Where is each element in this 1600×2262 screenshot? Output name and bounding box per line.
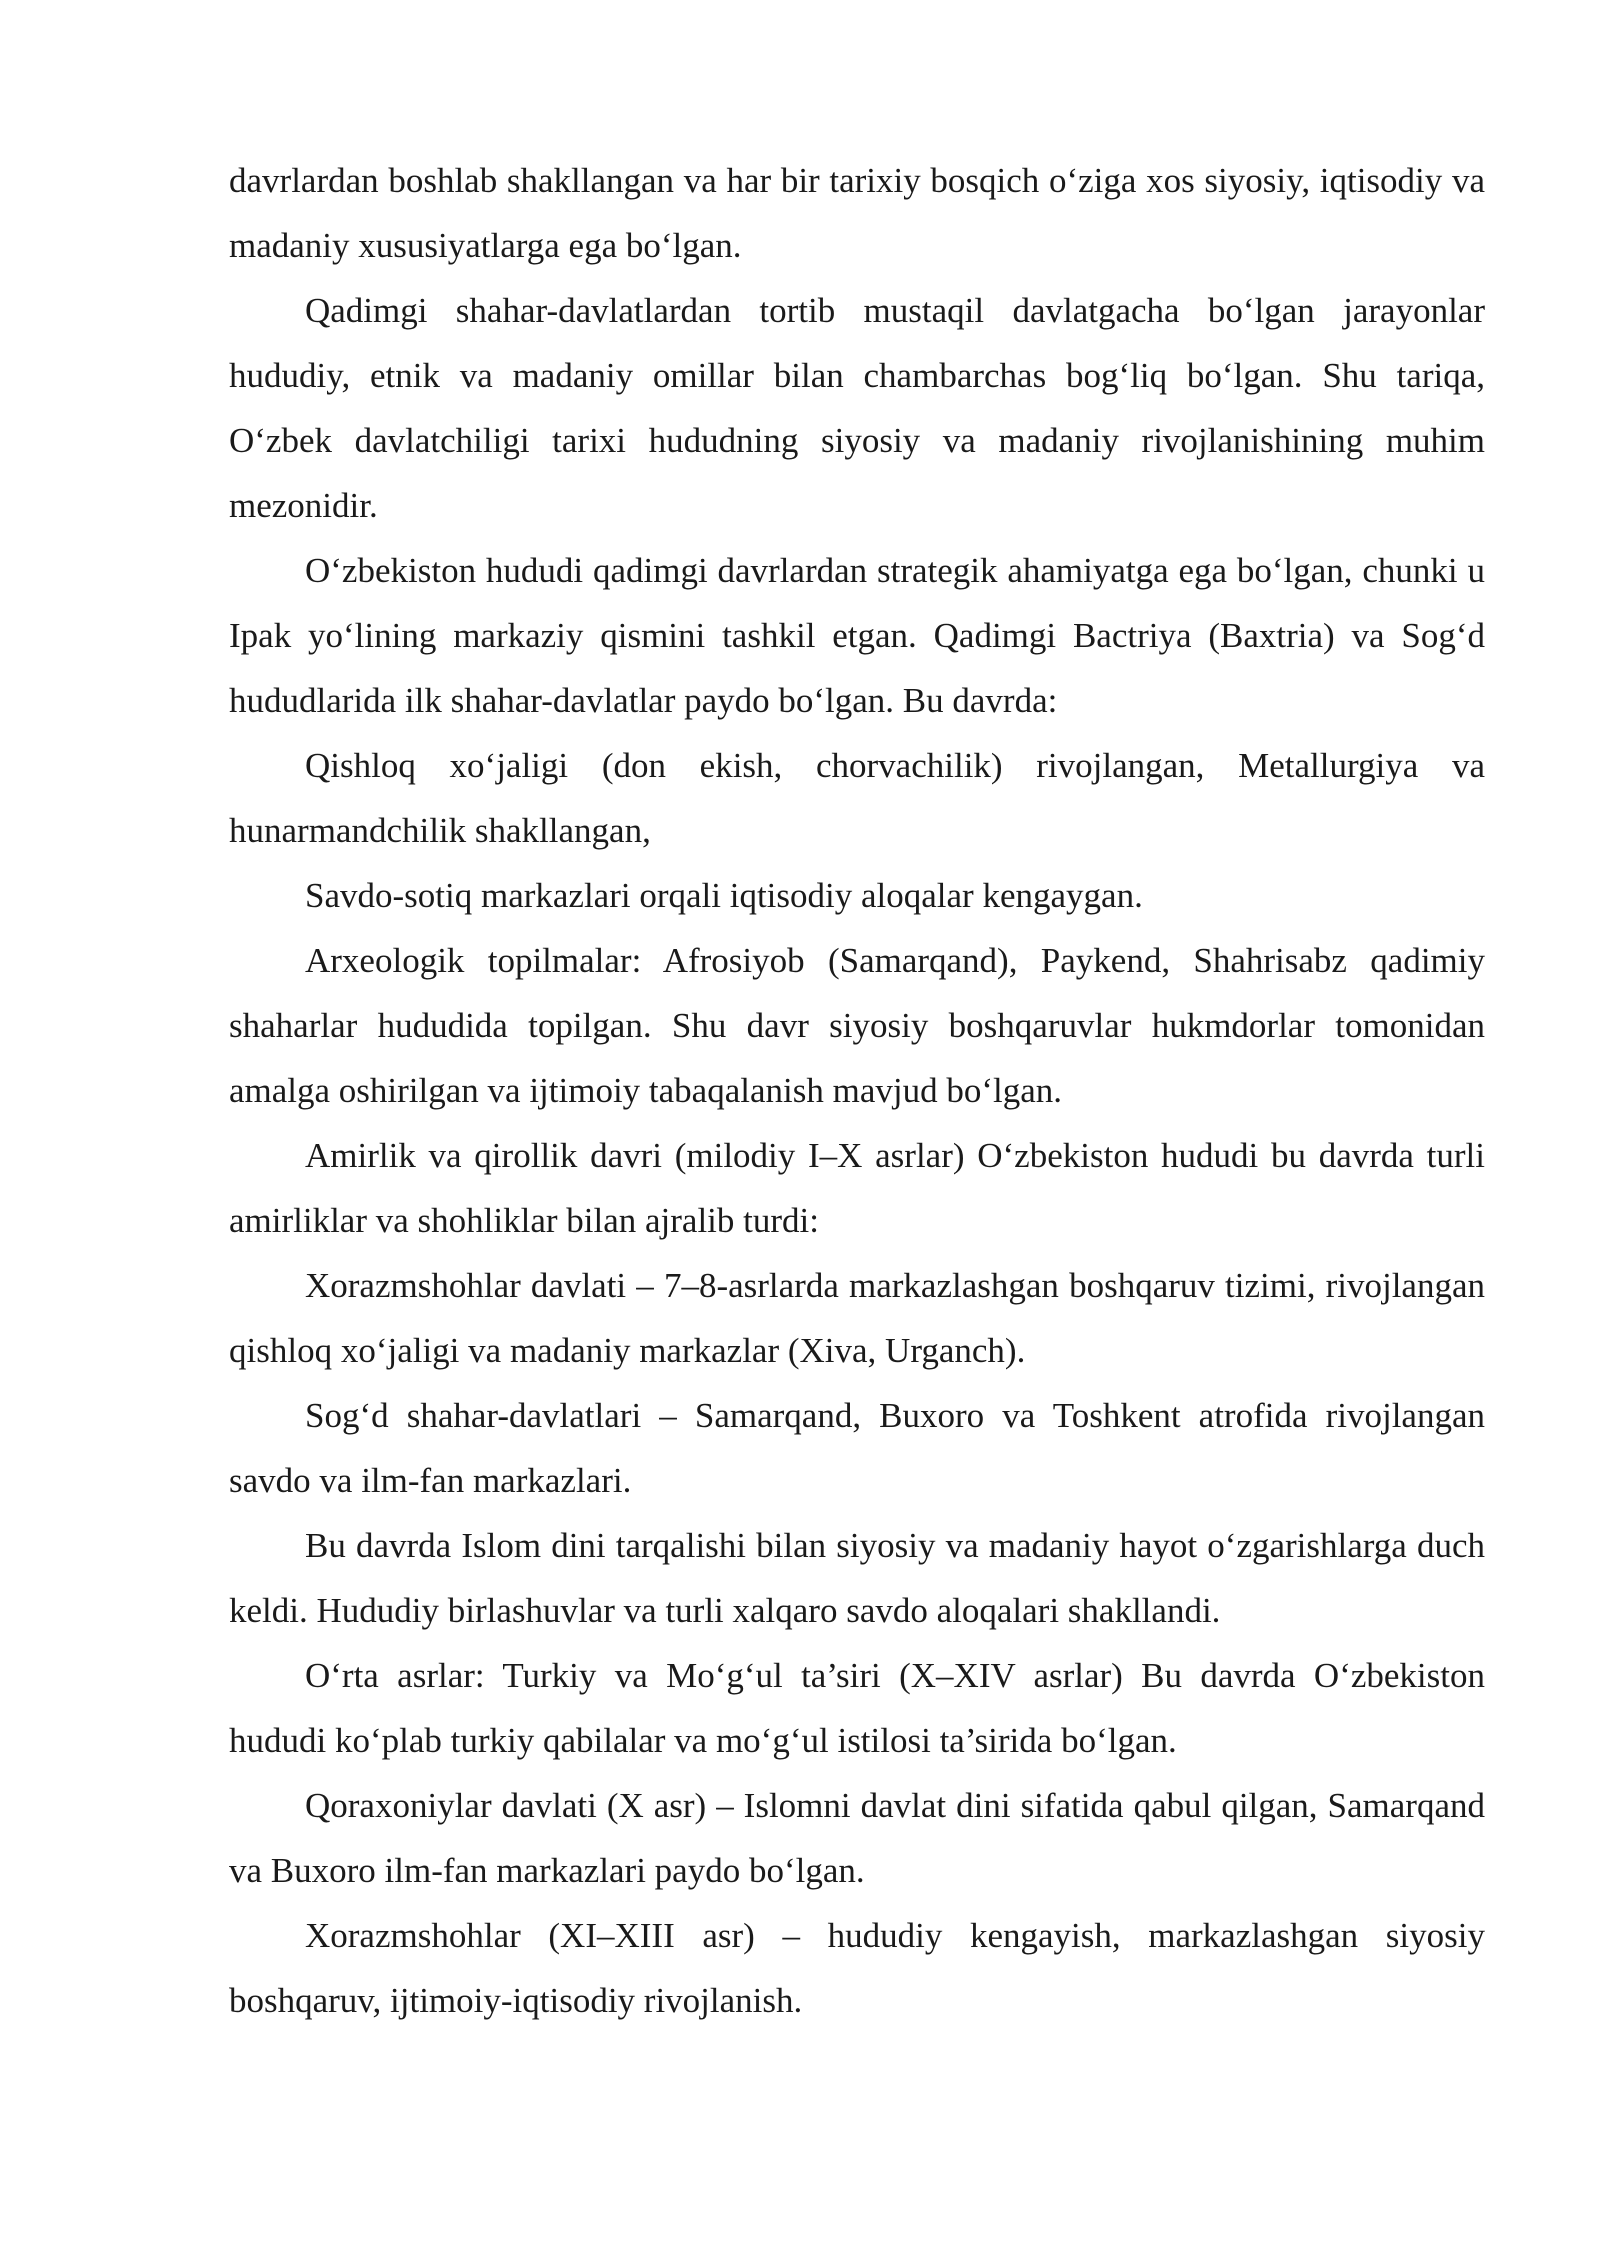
paragraph-10: Bu davrda Islom dini tarqalishi bilan siyosiy va madaniy hayot o‘zgarishlarga duch keldi. Hududiy birlashuvlar va turli xalqaro savdo aloqalari shakllandi. <box>229 1526 1485 1630</box>
paragraph-7: Amirlik va qirollik davri (milodiy I–X asrlar) O‘zbekiston hududi bu davrda turli amirliklar va shohliklar bilan ajralib turdi: <box>229 1136 1485 1240</box>
paragraph-5: Savdo-sotiq markazlari orqali iqtisodiy aloqalar kengaygan. <box>305 876 1143 915</box>
paragraph-1: davrlardan boshlab shakllangan va har bir tarixiy bosqich o‘ziga xos siyosiy, iqtisodiy va madaniy xususiyatlarga ega bo‘lgan. <box>229 161 1485 265</box>
paragraph-6: Arxeologik topilmalar: Afrosiyob (Samarqand), Paykend, Shahrisabz qadimiy shaharlar hududida topilgan. Shu davr siyosiy boshqaruvlar hukmdorlar tomonidan amalga oshirilgan va ijtimoiy tabaqalanish mavjud bo‘lgan. <box>229 941 1485 1110</box>
paragraph-2: Qadimgi shahar-davlatlardan tortib mustaqil davlatgacha bo‘lgan jarayonlar hududiy, etnik va madaniy omillar bilan chambarchas bog‘liq bo‘lgan. Shu tariqa, O‘zbek davlatchiligi tarixi hududning siyosiy va madaniy rivojlanishining muhim mezonidir. <box>229 291 1485 525</box>
document-body <box>229 148 1485 2033</box>
paragraph-9: Sog‘d shahar-davlatlari – Samarqand, Buxoro va Toshkent atrofida rivojlangan savdo va ilm-fan markazlari. <box>229 1396 1485 1500</box>
paragraph-4: Qishloq xo‘jaligi (don ekish, chorvachilik) rivojlangan, Metallurgiya va hunarmandchilik shakllangan, <box>229 746 1485 850</box>
paragraph-3: O‘zbekiston hududi qadimgi davrlardan strategik ahamiyatga ega bo‘lgan, chunki u Ipak yo‘lining markaziy qismini tashkil etgan. Qadimgi Bactriya (Baxtria) va Sog‘d hududlarida ilk shahar-davlatlar paydo bo‘lgan. Bu davrda: <box>229 551 1485 720</box>
paragraph-12: Qoraxoniylar davlati (X asr) – Islomni davlat dini sifatida qabul qilgan, Samarqand va Buxoro ilm-fan markazlari paydo bo‘lgan. <box>229 1786 1485 1890</box>
paragraph-11: O‘rta asrlar: Turkiy va Mo‘g‘ul ta’siri (X–XIV asrlar) Bu davrda O‘zbekiston hududi ko‘plab turkiy qabilalar va mo‘g‘ul istilosi ta’sirida bo‘lgan. <box>229 1656 1485 1760</box>
paragraph-13: Xorazmshohlar (XI–XIII asr) – hududiy kengayish, markazlashgan siyosiy boshqaruv, ijtimoiy-iqtisodiy rivojlanish. <box>229 1916 1485 2020</box>
paragraph-8: Xorazmshohlar davlati – 7–8-asrlarda markazlashgan boshqaruv tizimi, rivojlangan qishloq xo‘jaligi va madaniy markazlar (Xiva, Urganch). <box>229 1266 1485 1370</box>
